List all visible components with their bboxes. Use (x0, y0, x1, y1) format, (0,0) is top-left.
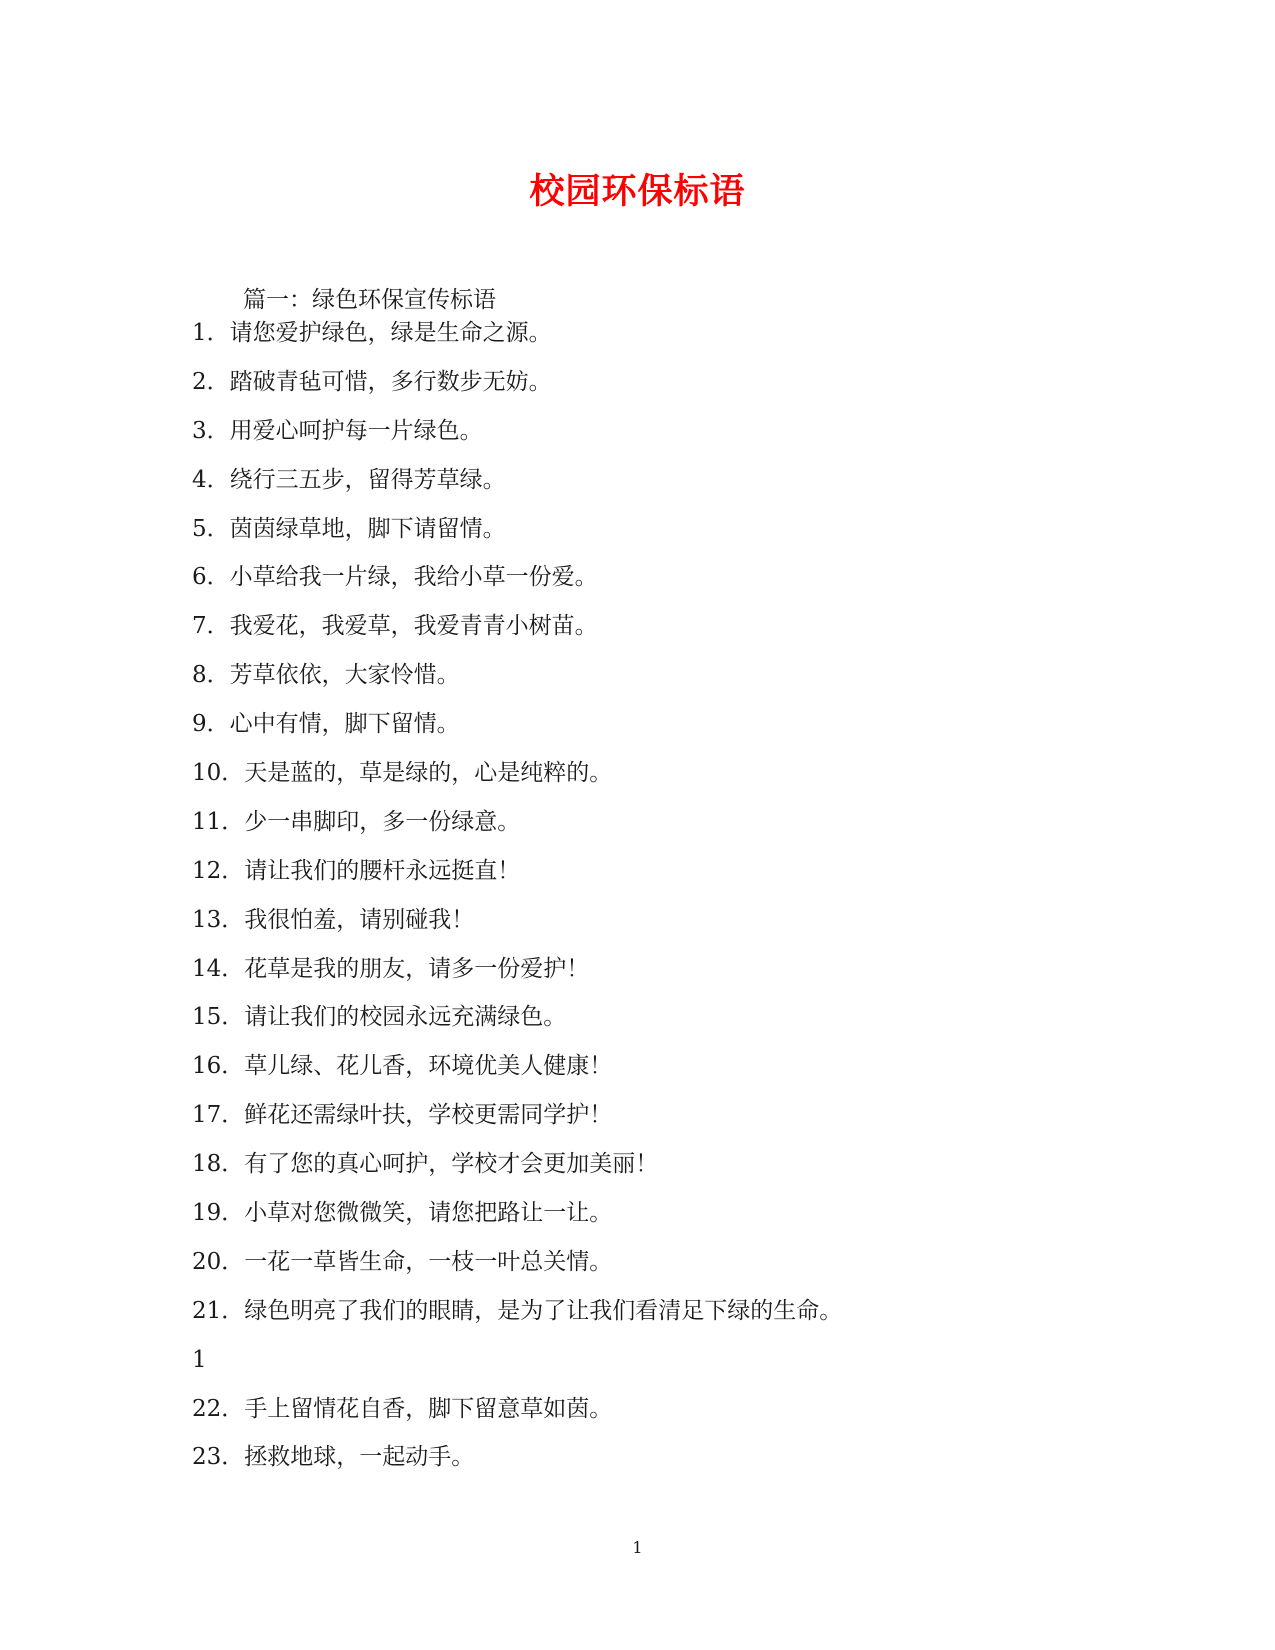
slogan-line: 3．用爱心呵护每一片绿色。 (192, 417, 483, 444)
slogan-line: 21．绿色明亮了我们的眼睛，是为了让我们看清足下绿的生命。 (192, 1297, 843, 1324)
slogan-line: 8．芳草依依，大家怜惜。 (192, 662, 460, 689)
document-title: 校园环保标语 (529, 171, 746, 212)
slogan-line: 15．请让我们的校园永远充满绿色。 (192, 1004, 567, 1031)
slogan-line: 20．一花一草皆生命，一枝一叶总关情。 (192, 1248, 613, 1275)
slogan-line: 2．踏破青毡可惜，多行数步无妨。 (192, 368, 552, 395)
slogan-line: 6．小草给我一片绿，我给小草一份爱。 (192, 564, 598, 591)
slogan-line: 9．心中有情，脚下留情。 (192, 711, 460, 738)
slogan-line: 7．我爱花，我爱草，我爱青青小树苗。 (192, 613, 598, 640)
slogan-line: 4．绕行三五步，留得芳草绿。 (192, 466, 506, 493)
slogan-line: 5．茵茵绿草地，脚下请留情。 (192, 515, 506, 542)
slogan-list (192, 317, 842, 1490)
slogan-line: 18．有了您的真心呵护，学校才会更加美丽！ (192, 1151, 659, 1178)
slogan-line: 17．鲜花还需绿叶扶，学校更需同学护！ (192, 1102, 613, 1129)
slogan-line: 23．拯救地球，一起动手。 (192, 1444, 475, 1471)
slogan-line: 13．我很怕羞，请别碰我！ (192, 906, 475, 933)
slogan-line: 16．草儿绿、花儿香，环境优美人健康！ (192, 1053, 613, 1080)
inline-page-marker: 1 (192, 1346, 207, 1373)
slogan-line: 11．少一串脚印，多一份绿意。 (192, 808, 521, 835)
slogan-line: 1．请您爱护绿色，绿是生命之源。 (192, 320, 552, 346)
slogan-line: 14．花草是我的朋友，请多一份爱护！ (192, 955, 590, 982)
slogan-line: 19．小草对您微微笑，请您把路让一让。 (192, 1200, 613, 1227)
slogan-line: 22．手上留情花自香，脚下留意草如茵。 (192, 1395, 613, 1422)
slogan-line: 10．天是蓝的，草是绿的，心是纯粹的。 (192, 760, 613, 787)
page-number: 1 (632, 1538, 643, 1557)
slogan-line: 12．请让我们的腰杆永远挺直！ (192, 857, 521, 884)
section-heading: 篇一：绿色环保宣传标语 (243, 287, 496, 313)
